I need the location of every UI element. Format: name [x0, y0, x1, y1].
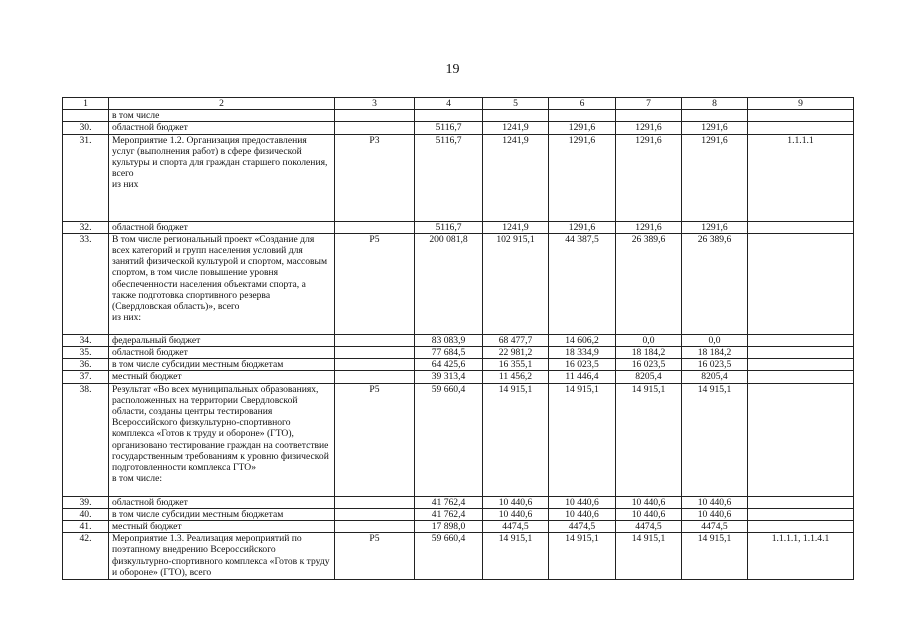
row-value-col4: 77 684,5 — [415, 347, 483, 359]
row-value-col7: 8205,4 — [616, 371, 682, 383]
table-row — [63, 122, 854, 134]
row-target-ref: 1.1.1.1, 1.1.4.1 — [748, 533, 854, 580]
row-value-col4: 41 762,4 — [415, 496, 483, 508]
row-value-col8: 4474,5 — [682, 521, 748, 533]
row-value-col6: 14 915,1 — [549, 383, 616, 496]
row-number: 38. — [63, 383, 109, 496]
row-description: федеральный бюджет — [109, 334, 335, 346]
row-value-col8: 18 184,2 — [682, 347, 748, 359]
row-value-col6: 18 334,9 — [549, 347, 616, 359]
table-row — [63, 383, 854, 496]
table-row — [63, 521, 854, 533]
row-value-col5: 68 477,7 — [483, 334, 549, 346]
row-value-col4: 64 425,6 — [415, 359, 483, 371]
row-value-col7: 4474,5 — [616, 521, 682, 533]
row-target-ref — [748, 359, 854, 371]
row-value-col6: 14 915,1 — [549, 533, 616, 580]
row-target-ref: 1.1.1.1 — [748, 134, 854, 221]
row-number: 34. — [63, 334, 109, 346]
row-value-col4: 17 898,0 — [415, 521, 483, 533]
row-target-ref — [748, 521, 854, 533]
row-value-col8: 1291,6 — [682, 221, 748, 233]
row-number: 30. — [63, 122, 109, 134]
row-value-col7: 1291,6 — [616, 122, 682, 134]
row-description: областной бюджет — [109, 496, 335, 508]
row-target-ref — [748, 496, 854, 508]
row-target-ref — [748, 233, 854, 334]
row-number: 41. — [63, 521, 109, 533]
row-value-col5: 16 355,1 — [483, 359, 549, 371]
row-source-code: P5 — [335, 233, 415, 334]
row-value-col7: 10 440,6 — [616, 508, 682, 520]
row-value-col7: 0,0 — [616, 334, 682, 346]
row-value-col5: 11 456,2 — [483, 371, 549, 383]
row-target-ref — [748, 110, 854, 122]
row-value-col6: 10 440,6 — [549, 508, 616, 520]
row-value-col7 — [616, 110, 682, 122]
header-cell-6: 6 — [549, 98, 616, 110]
row-value-col6: 4474,5 — [549, 521, 616, 533]
row-target-ref — [748, 347, 854, 359]
row-description: Результат «Во всех муниципальных образованиях, расположенных на территории Свердловской области, созданы центры тестирования Всероссийского физкультурно-спортивного комплекса «Готов к труду и обороне» (ГТО), организовано тестирование граждан на соответствие государственным требованиям к уровню физической подготовленности комплекса ГТО» в том числе: — [109, 383, 335, 496]
row-source-code: P5 — [335, 383, 415, 496]
row-number: 37. — [63, 371, 109, 383]
row-value-col6: 10 440,6 — [549, 496, 616, 508]
row-number: 35. — [63, 347, 109, 359]
row-value-col6: 44 387,5 — [549, 233, 616, 334]
header-row — [63, 98, 854, 110]
row-number: 33. — [63, 233, 109, 334]
row-number: 31. — [63, 134, 109, 221]
row-number: 32. — [63, 221, 109, 233]
row-number — [63, 110, 109, 122]
row-description: в том числе субсидии местным бюджетам — [109, 359, 335, 371]
row-target-ref — [748, 508, 854, 520]
row-value-col6: 1291,6 — [549, 122, 616, 134]
row-value-col4: 5116,7 — [415, 122, 483, 134]
row-source-code — [335, 496, 415, 508]
header-cell-1: 1 — [63, 98, 109, 110]
table-row — [63, 508, 854, 520]
table-row — [63, 233, 854, 334]
row-value-col6: 1291,6 — [549, 134, 616, 221]
row-source-code — [335, 110, 415, 122]
table-row — [63, 359, 854, 371]
row-value-col4: 59 660,4 — [415, 383, 483, 496]
header-cell-7: 7 — [616, 98, 682, 110]
row-value-col4: 5116,7 — [415, 221, 483, 233]
row-number: 40. — [63, 508, 109, 520]
header-cell-3: 3 — [335, 98, 415, 110]
row-value-col7: 1291,6 — [616, 134, 682, 221]
row-value-col6: 16 023,5 — [549, 359, 616, 371]
row-number: 42. — [63, 533, 109, 580]
row-value-col5: 1241,9 — [483, 122, 549, 134]
header-cell-8: 8 — [682, 98, 748, 110]
row-source-code: P5 — [335, 533, 415, 580]
row-value-col5: 10 440,6 — [483, 508, 549, 520]
row-value-col7: 16 023,5 — [616, 359, 682, 371]
row-source-code: P3 — [335, 134, 415, 221]
row-value-col7: 1291,6 — [616, 221, 682, 233]
row-description: в том числе субсидии местным бюджетам — [109, 508, 335, 520]
row-value-col4: 200 081,8 — [415, 233, 483, 334]
row-description: Мероприятие 1.2. Организация предоставления услуг (выполнения работ) в сфере физической культуры и спорта для граждан старшего поколения, всего из них — [109, 134, 335, 221]
row-description: местный бюджет — [109, 371, 335, 383]
row-target-ref — [748, 334, 854, 346]
row-value-col5: 4474,5 — [483, 521, 549, 533]
header-cell-4: 4 — [415, 98, 483, 110]
row-value-col4: 59 660,4 — [415, 533, 483, 580]
row-value-col6: 14 606,2 — [549, 334, 616, 346]
row-value-col5 — [483, 110, 549, 122]
row-source-code — [335, 221, 415, 233]
row-source-code — [335, 359, 415, 371]
row-value-col4: 39 313,4 — [415, 371, 483, 383]
table-row — [63, 533, 854, 580]
row-value-col5: 1241,9 — [483, 134, 549, 221]
row-target-ref — [748, 122, 854, 134]
row-value-col6: 11 446,4 — [549, 371, 616, 383]
row-description: местный бюджет — [109, 521, 335, 533]
table-row — [63, 110, 854, 122]
row-value-col8: 10 440,6 — [682, 496, 748, 508]
row-description: в том числе — [109, 110, 335, 122]
row-value-col8: 14 915,1 — [682, 533, 748, 580]
row-value-col4: 41 762,4 — [415, 508, 483, 520]
row-value-col5: 14 915,1 — [483, 533, 549, 580]
row-value-col6 — [549, 110, 616, 122]
row-value-col8: 10 440,6 — [682, 508, 748, 520]
row-value-col7: 26 389,6 — [616, 233, 682, 334]
row-description: Мероприятие 1.3. Реализация мероприятий по поэтапному внедрению Всероссийского физкультурно-спортивного комплекса «Готов к труду и обороне» (ГТО), всего — [109, 533, 335, 580]
row-value-col5: 22 981,2 — [483, 347, 549, 359]
row-value-col5: 14 915,1 — [483, 383, 549, 496]
header-cell-5: 5 — [483, 98, 549, 110]
table-row — [63, 496, 854, 508]
row-target-ref — [748, 383, 854, 496]
table-row — [63, 371, 854, 383]
row-value-col8: 8205,4 — [682, 371, 748, 383]
table-row — [63, 334, 854, 346]
row-value-col7: 14 915,1 — [616, 533, 682, 580]
table-row — [63, 347, 854, 359]
row-value-col8 — [682, 110, 748, 122]
row-target-ref — [748, 221, 854, 233]
page-number: 19 — [445, 62, 460, 77]
row-value-col8: 1291,6 — [682, 122, 748, 134]
row-source-code — [335, 508, 415, 520]
row-value-col5: 1241,9 — [483, 221, 549, 233]
row-value-col8: 0,0 — [682, 334, 748, 346]
header-cell-9: 9 — [748, 98, 854, 110]
row-target-ref — [748, 371, 854, 383]
budget-table — [62, 97, 854, 580]
table-row — [63, 221, 854, 233]
row-description: В том числе региональный проект «Создание для всех категорий и групп населения условий для занятий физической культурой и спортом, массовым спортом, в том числе повышение уровня обеспеченности населения объектами спорта, а также подготовка спортивного резерва (Свердловская область)», всего из них: — [109, 233, 335, 334]
row-source-code — [335, 521, 415, 533]
row-value-col8: 16 023,5 — [682, 359, 748, 371]
row-source-code — [335, 334, 415, 346]
row-value-col5: 102 915,1 — [483, 233, 549, 334]
row-source-code — [335, 122, 415, 134]
row-value-col8: 26 389,6 — [682, 233, 748, 334]
row-value-col4: 5116,7 — [415, 134, 483, 221]
table-row — [63, 134, 854, 221]
row-value-col5: 10 440,6 — [483, 496, 549, 508]
row-source-code — [335, 371, 415, 383]
row-value-col7: 18 184,2 — [616, 347, 682, 359]
row-description: областной бюджет — [109, 122, 335, 134]
row-value-col4 — [415, 110, 483, 122]
row-number: 39. — [63, 496, 109, 508]
row-description: областной бюджет — [109, 347, 335, 359]
row-value-col6: 1291,6 — [549, 221, 616, 233]
row-value-col8: 1291,6 — [682, 134, 748, 221]
row-value-col7: 10 440,6 — [616, 496, 682, 508]
row-value-col8: 14 915,1 — [682, 383, 748, 496]
row-description: областной бюджет — [109, 221, 335, 233]
row-number: 36. — [63, 359, 109, 371]
row-source-code — [335, 347, 415, 359]
row-value-col7: 14 915,1 — [616, 383, 682, 496]
header-cell-2: 2 — [109, 98, 335, 110]
row-value-col4: 83 083,9 — [415, 334, 483, 346]
